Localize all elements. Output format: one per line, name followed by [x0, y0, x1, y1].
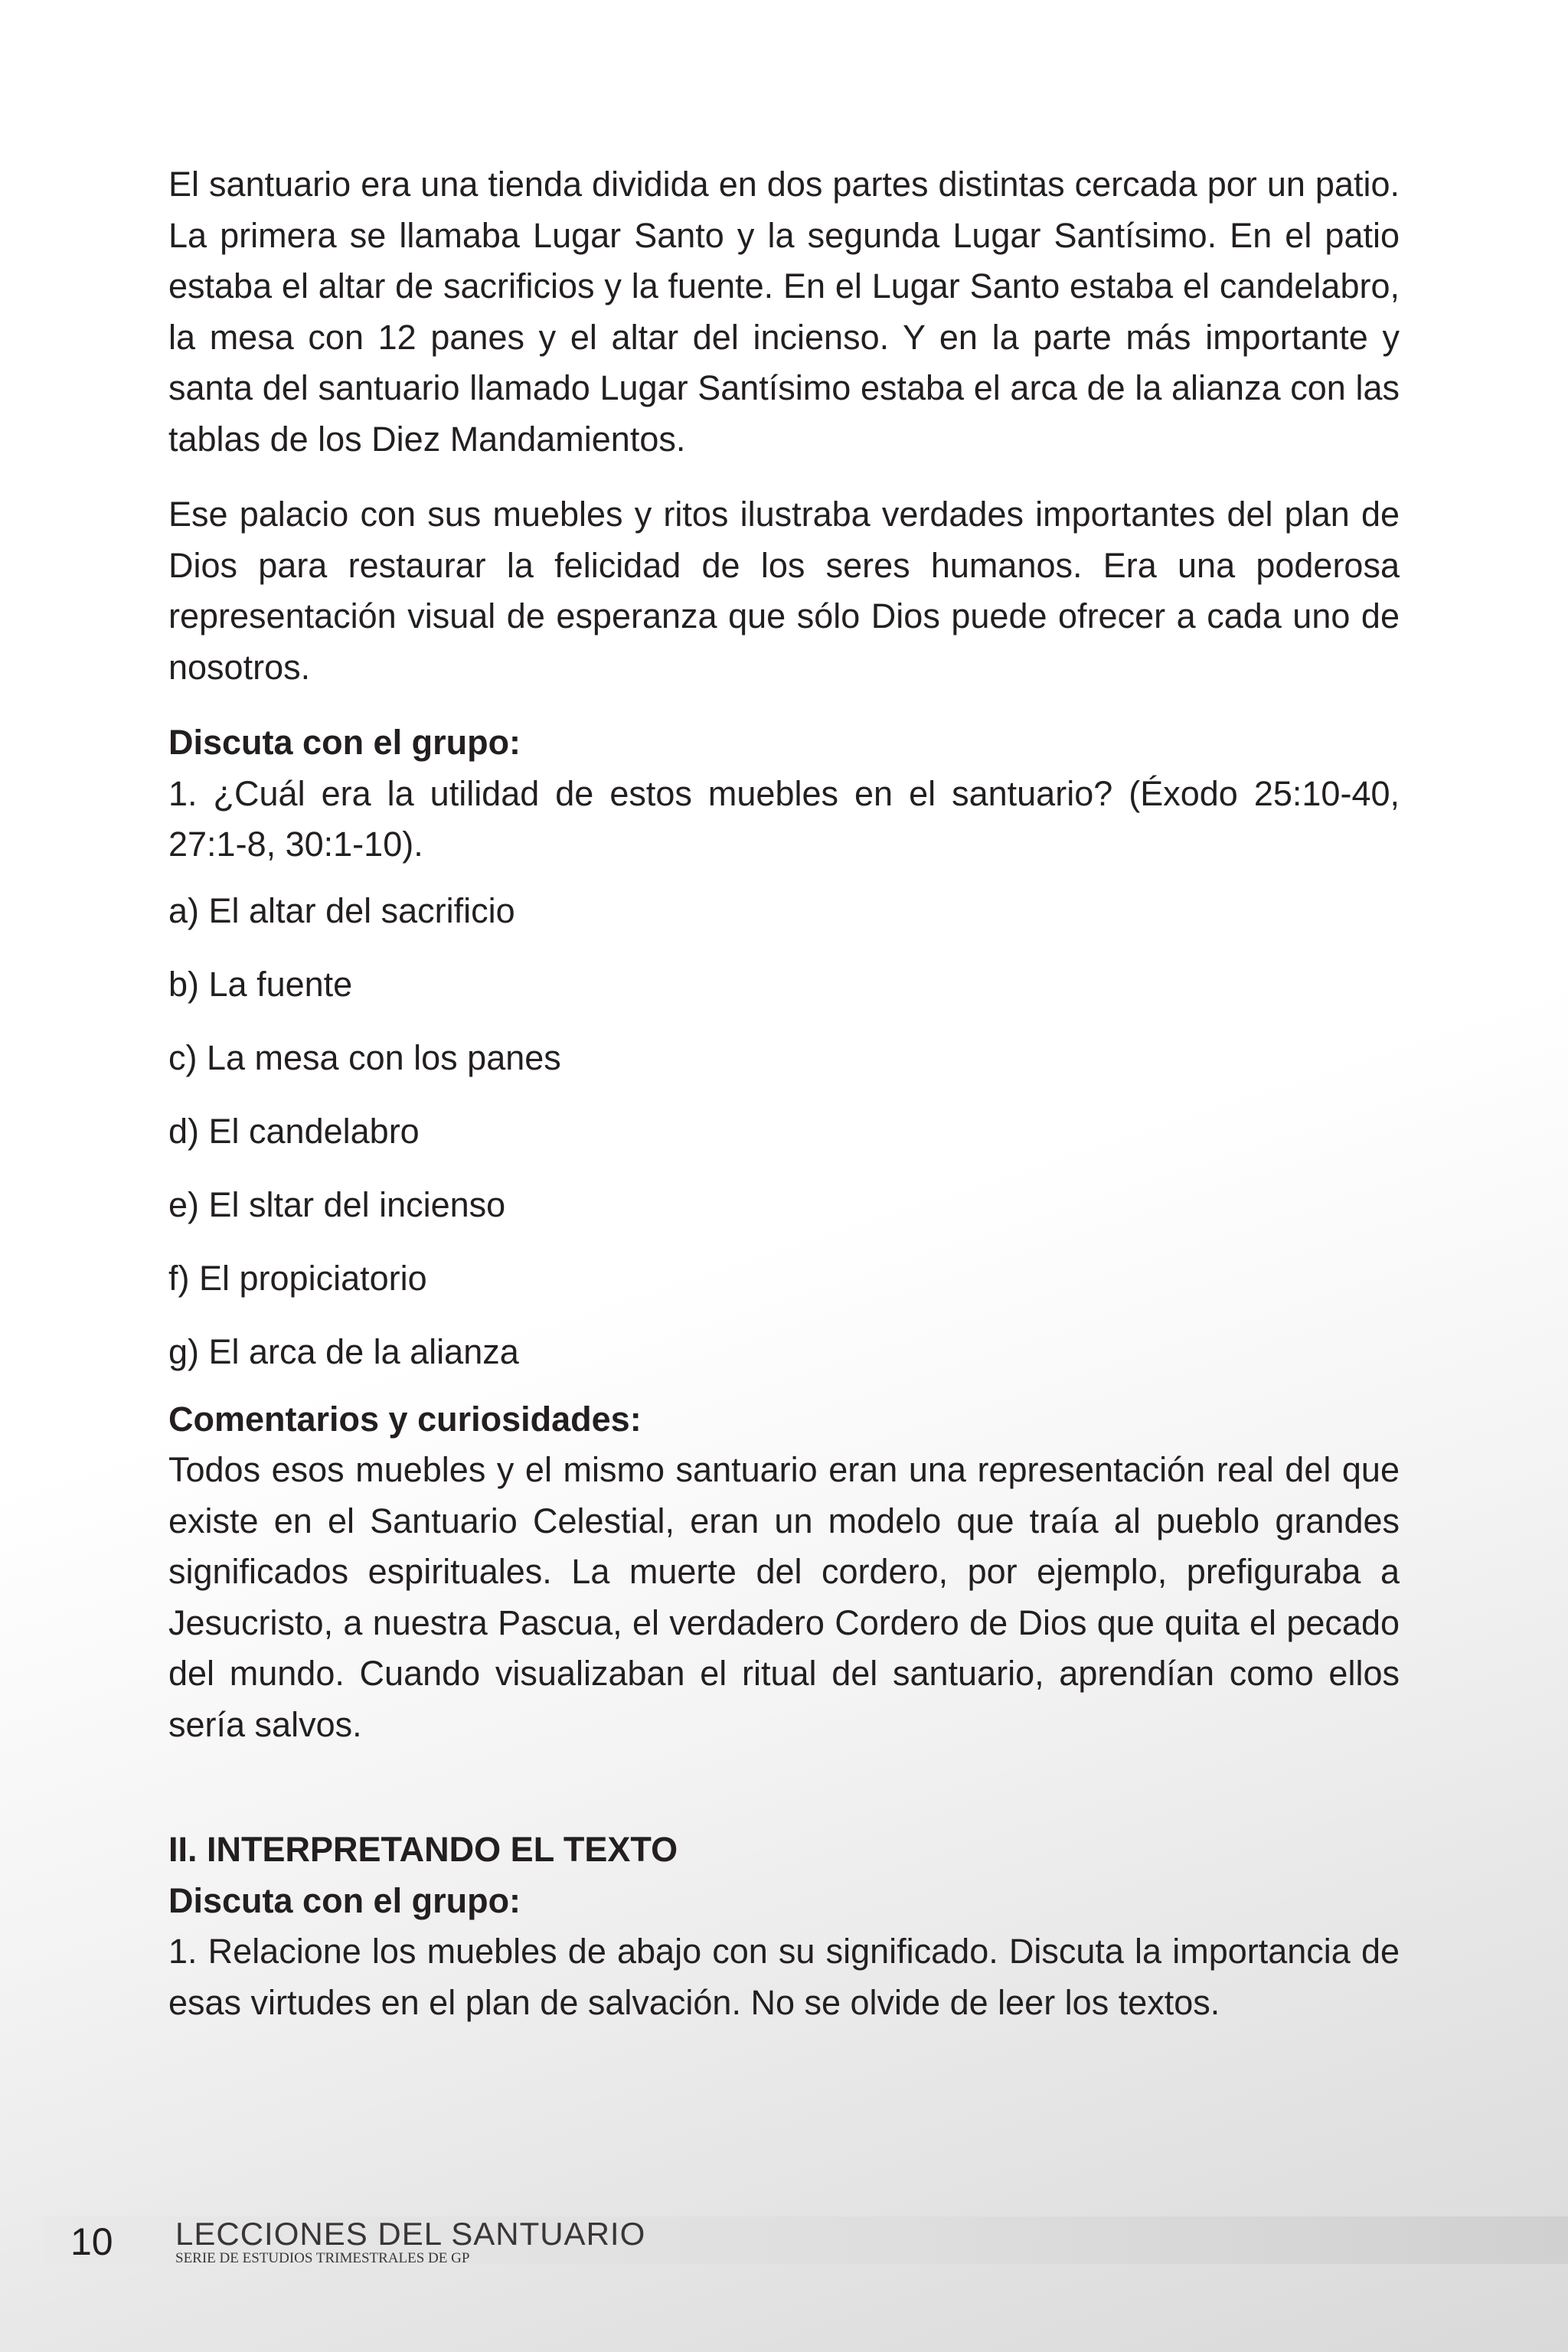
page-body	[168, 159, 1400, 2028]
option-item: g) El arca de la alianza	[168, 1331, 519, 1371]
comments-paragraph: Todos esos muebles y el mismo santuario eran una representación real del que existe en el Santuario Celestial, eran un modelo que traía al pueblo grandes significados espirituales. La muerte del cordero, por ejemplo, prefiguraba a Jesucristo, a nuestra Pascua, el verdadero Cordero de Dios que quita el pecado del mundo. Cuando visualizaban el ritual del santuario, aprendían como ellos sería salvos.	[168, 1450, 1400, 1744]
option-item: a) El altar del sacrificio	[168, 890, 515, 930]
footer-subtitle: SERIE DE ESTUDIOS TRIMESTRALES DE GP	[175, 2250, 470, 2266]
section-discussion-heading: Discuta con el grupo:	[168, 1880, 521, 1920]
intro-paragraph: El santuario era una tienda dividida en dos partes distintas cercada por un patio. La primera se llamaba Lugar Santo y la segunda Lugar Santísimo. En el patio estaba el altar de sacrificios y la fuente. En el Lugar Santo estaba el candelabro, la mesa con 12 panes y el altar del incienso. Y en la parte más importante y santa del santuario llamado Lugar Santísimo estaba el arca de la alianza con las tablas de los Diez Mandamientos.	[168, 165, 1400, 459]
option-item: d) El candelabro	[168, 1111, 420, 1151]
option-item: b) La fuente	[168, 964, 353, 1004]
footer-title: LECCIONES DEL SANTUARIO	[175, 2216, 646, 2252]
section-title: II. INTERPRETANDO EL TEXTO	[168, 1830, 678, 1869]
option-item: e) El sltar del incienso	[168, 1184, 506, 1224]
page-number: 10	[70, 2220, 113, 2263]
second-paragraph: Ese palacio con sus muebles y ritos ilustraba verdades importantes del plan de Dios para restaurar la felicidad de los seres humanos. Era una poderosa representación visual de esperanza que sólo Dios puede ofrecer a cada uno de nosotros.	[168, 495, 1400, 687]
option-item: f) El propiciatorio	[168, 1258, 427, 1298]
comments-heading: Comentarios y curiosidades:	[168, 1399, 642, 1439]
section-question: 1. Relacione los muebles de abajo con su significado. Discuta la importancia de esas virtudes en el plan de salvación. No se olvide de leer los textos.	[168, 1932, 1400, 2022]
discussion-heading: Discuta con el grupo:	[168, 723, 521, 762]
option-item: c) La mesa con los panes	[168, 1037, 561, 1077]
options-list	[168, 886, 1400, 1377]
discussion-question: 1. ¿Cuál era la utilidad de estos muebles en el santuario? (Éxodo 25:10-40, 27:1-8, 30:1-10).	[168, 773, 1400, 864]
